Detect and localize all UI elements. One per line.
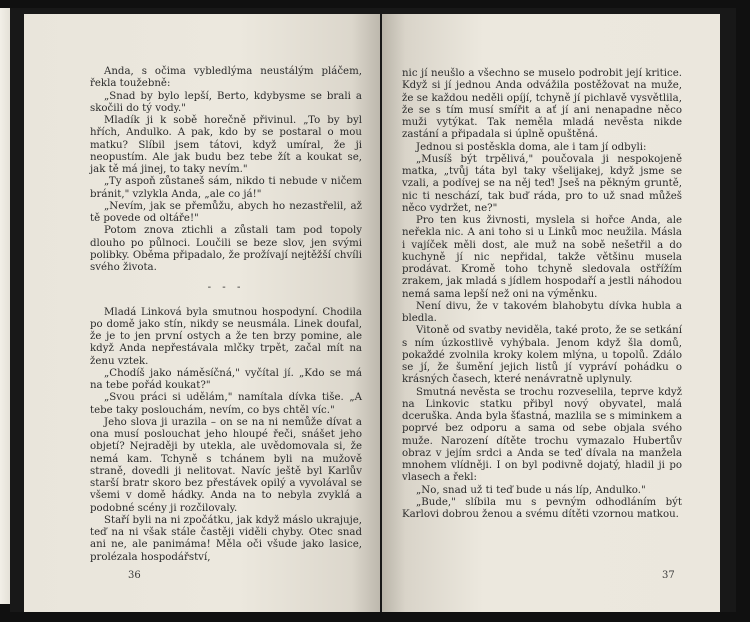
paragraph: Jednou si postěskla doma, ale i tam jí odbyli: <box>416 141 647 153</box>
paragraph: „Snad by bylo lepší, Berto, kdybysme se brali a skočili do tý vody." <box>90 90 362 114</box>
left-page <box>24 14 380 612</box>
page-number: 37 <box>662 570 675 581</box>
paragraph: Anda, s očima vybledlýma neustálým pláčem, řekla toužebně: <box>90 66 362 90</box>
open-book <box>10 8 736 612</box>
right-page-text <box>402 68 682 521</box>
paragraph: „Svou práci si udělám," namítala dívka tiše. „A tebe taky poslouchám, nevím, co bys chtěl víc." <box>90 392 362 416</box>
paragraph: „No, snad už ti teď bude u nás líp, Andulko." <box>416 484 646 496</box>
paragraph: Smutná nevěsta se trochu rozveselila, teprve když na Linkovic statku přibyl nový obyvatel, malá dceruška. Anda byla šťastná, mazlila se s miminkem a poprvé bez odporu a sama od sebe objala svého muže. Narození dítěte trochu vymazalo Hubertův obraz v jejím srdci a Anda se teď dívala na manžela mnohem vlídněji. I on byl podivně dojatý, hladil ji po vlasech a řekl: <box>402 386 682 484</box>
paragraph: Potom znova ztichli a zůstali tam pod topoly dlouho po půlnoci. Loučili se beze slov, jen svými polibky. Oběma připadalo, že prožívají nejtěžší chvíli svého života. <box>90 225 362 273</box>
paragraph: „Ty aspoň zůstaneš sám, nikdo ti nebude v ničem bránit," vzlykla Anda, „ale co já!" <box>90 176 362 200</box>
paragraph: Mladík ji k sobě horečně přivinul. „To by byl hřích, Andulko. A pak, kdo by se postaral o mou matku? Slíbil jsem tátovi, když umíral, že ji neopustím. Ale jak budu bez tebe žít a koukat se, jak tě má jinej, to taky nevím." <box>90 115 362 175</box>
paragraph: „Bude," slíbila mu s pevným odhodláním být Karlovi dobrou ženou a svému dítěti vzornou matkou. <box>402 496 682 520</box>
left-page-text <box>90 66 362 564</box>
section-separator: - - - <box>207 282 245 294</box>
right-page <box>382 14 720 612</box>
paragraph: Staří byli na ni zpočátku, jak když máslo ukrajuje, teď na ni však stále častěji viděli chyby. Otec snad ani ne, ale panimáma! Měla oči všude jako lasice, prolézala hospodářství, <box>90 514 362 563</box>
paragraph: Vitoně od svatby neviděla, také proto, že se setkání s ním úzkostlivě vyhýbala. Jenom když šla domů, pokaždé zvolnila kroky kolem mlýna, u topolů. Zdálo se jí, že šumění jejich listů jí vypráví pohádku o krásných časech, které nenávratně uplynuly. <box>402 325 682 386</box>
paragraph: „Nevím, jak se přemůžu, abych ho nezastřelil, až tě povede od oltáře!" <box>90 200 362 224</box>
paragraph: Pro ten kus živnosti, myslela si hořce Anda, ale neřekla nic. A ani toho si u Linků moc neužila. Másla i vajíček měli dost, ale muž na sobě nešetřil a do kuchyně jí nic nepřidal, takže většinu musela prodávat. Kromě toho tchyně sledovala ostřížím zrakem, jak mladá s jídlem hospodaří a jestli náhodou nemá sama lepší než oni na výměnku. <box>402 215 682 300</box>
paragraph: Není divu, že v takovém blahobytu dívka hubla a bledla. <box>402 300 682 324</box>
paragraph: „Musíš být trpělivá," poučovala ji nespokojeně matka, „tvůj táta byl taky všelijakej, když jsme se vzali, a podívej se na něj teď! Jseš na pěkným gruntě, nic ti neschází, tak buď ráda, pro to už snad můžeš něco vydržet, ne?" <box>402 153 682 214</box>
paragraph: „Chodíš jako náměsíčná," vyčítal jí. „Kdo se má na tebe pořád koukat?" <box>90 367 362 391</box>
paragraph: Mladá Linková byla smutnou hospodyní. Chodila po domě jako stín, nikdy se neusmála. Linek doufal, že je to jen první ostych a že ten brzy pomine, ale když Anda nepřestávala mlčky trpět, začal mít na ženu vztek. <box>90 306 362 367</box>
page-number: 36 <box>128 570 141 581</box>
paragraph: nic jí neušlo a všechno se muselo podrobit její kritice. Když si jí jednou Anda odvážila postěžovat na muže, že se každou neděli opíjí, tchyně jí pichlavě vysvětlila, že se s tím musí smířit a ať jí ani nenapadne něco muži vytýkat. Tak neměla mladá nevěsta nikde zastání a připadala si úplně opuštěná. <box>402 68 682 141</box>
paragraph: Jeho slova ji urazila – on se na ni nemůže dívat a ona musí poslouchat jeho hloupé řeči, snášet jeho objetí? Nejraději by utekla, ale uvědomovala si, že nemá kam. Tchyně s tchánem byli na mužově straně, dovedli ji nelitovat. Navíc ještě byl Karlův starší bratr skoro bez přestávek opilý a vyvolával se všemi v domě hádky. Anda na to nebyla zvyklá a podobné scény ji rozčilovaly. <box>90 416 362 514</box>
